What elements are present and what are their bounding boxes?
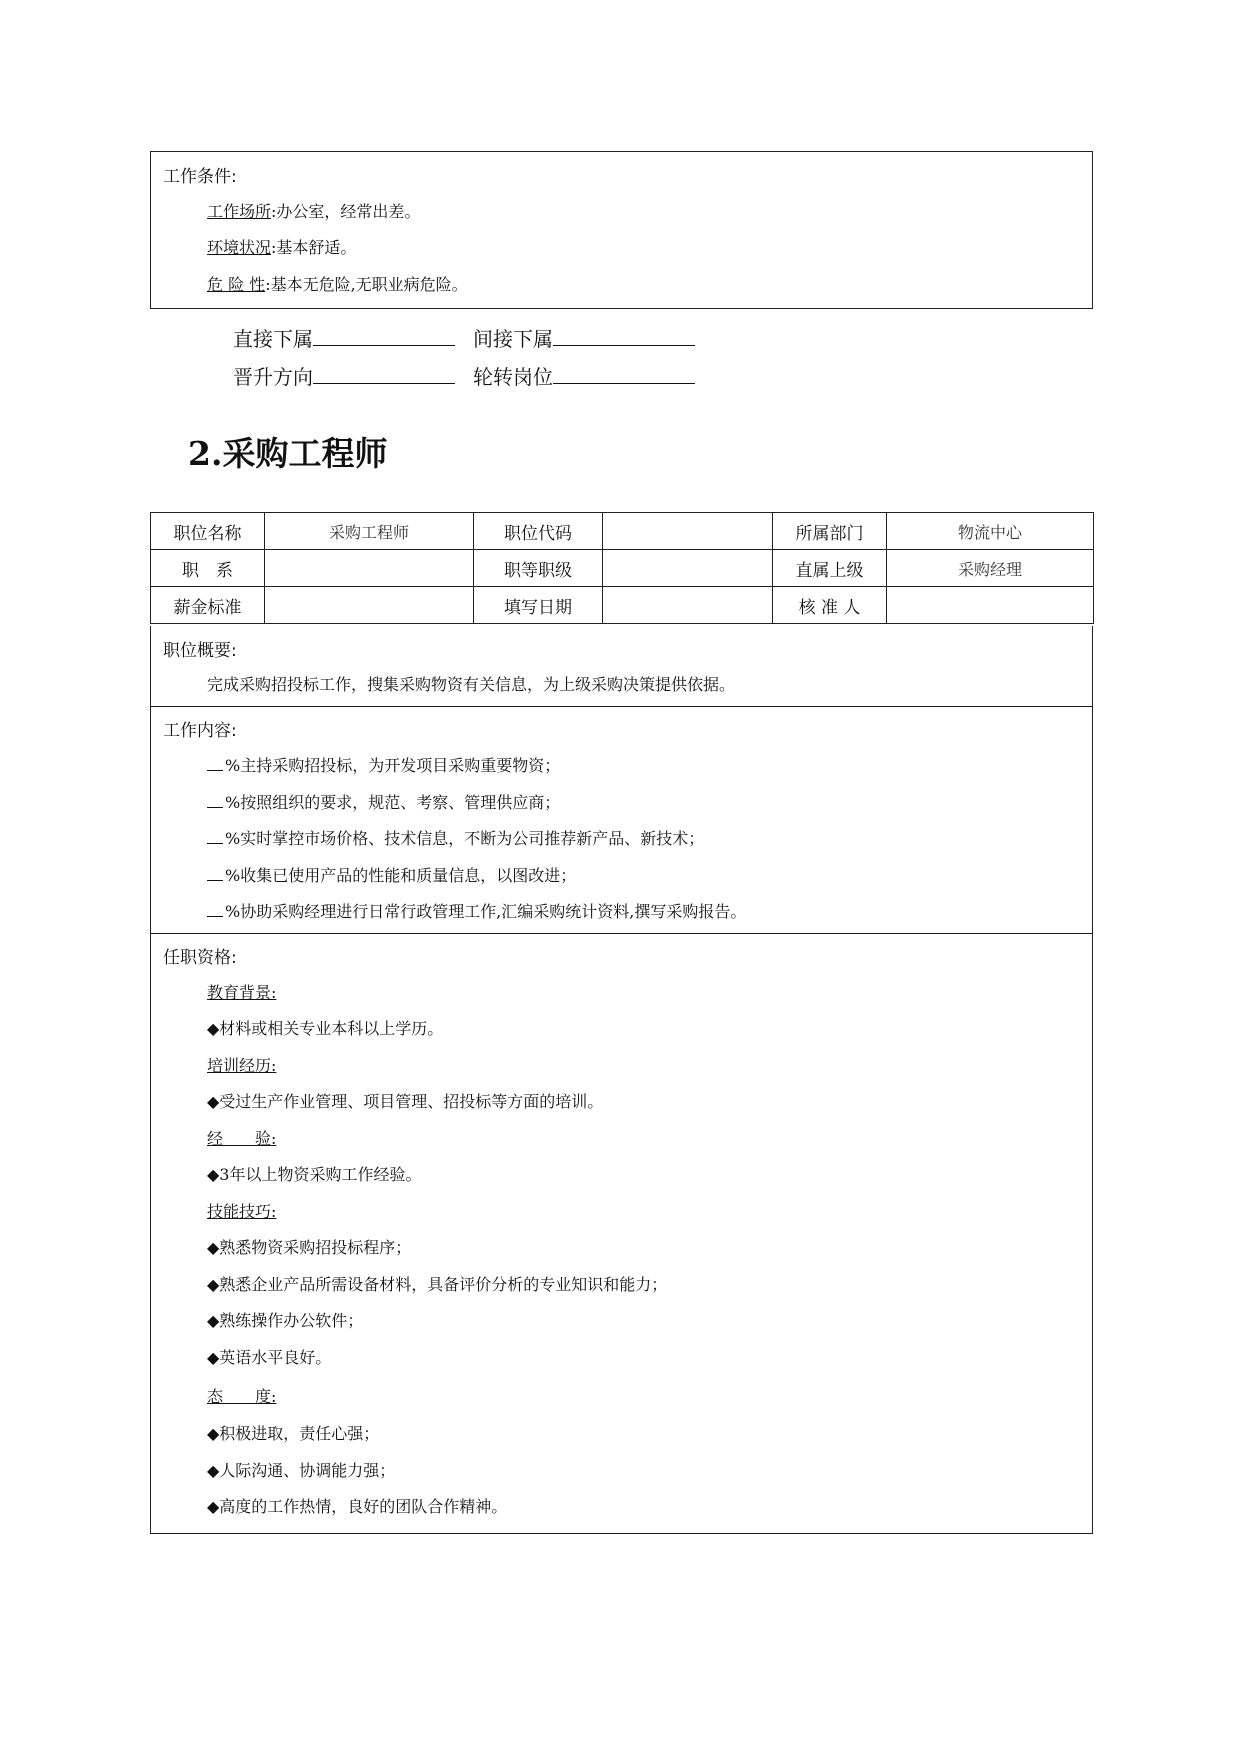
experience-label: 经 验: bbox=[207, 1129, 277, 1148]
department-value: 物流中心 bbox=[887, 513, 1094, 550]
environment-value: :基本舒适。 bbox=[271, 238, 357, 257]
approver-label: 核 准 人 bbox=[773, 587, 887, 624]
direct-subordinate-label: 直接下属 bbox=[233, 327, 313, 351]
work-location-line bbox=[207, 199, 420, 222]
rotation-blank bbox=[553, 363, 695, 384]
table-row bbox=[151, 550, 1094, 587]
work-content-item: %实时掌控市场价格、技术信息，不断为公司推荐新产品、新技术； bbox=[225, 829, 705, 848]
overview-title: 职位概要: bbox=[163, 641, 237, 661]
attitude-item: ◆高度的工作热情，良好的团队合作精神。 bbox=[207, 1497, 508, 1516]
details-box bbox=[150, 626, 1093, 1534]
attitude-item: ◆积极进取，责任心强； bbox=[207, 1424, 380, 1443]
environment-label: 环境状况 bbox=[207, 238, 272, 257]
work-location-value: :办公室，经常出差。 bbox=[271, 202, 421, 221]
position-info-table bbox=[150, 512, 1094, 624]
education-item: ◆材料或相关专业本科以上学历。 bbox=[207, 1019, 444, 1038]
grade-label: 职等职级 bbox=[474, 550, 603, 587]
list-item bbox=[207, 899, 746, 922]
promotion-blank bbox=[313, 363, 455, 384]
skill-item: ◆熟悉企业产品所需设备材料，具备评价分析的专业知识和能力； bbox=[207, 1275, 668, 1294]
grade-value bbox=[603, 550, 773, 587]
table-row bbox=[151, 513, 1094, 550]
work-conditions-box bbox=[150, 151, 1093, 309]
indirect-subordinate-blank bbox=[553, 325, 695, 346]
environment-line bbox=[207, 235, 356, 258]
experience-item: ◆3年以上物资采购工作经验。 bbox=[207, 1165, 422, 1184]
percent-blank bbox=[207, 758, 223, 771]
salary-value bbox=[265, 587, 474, 624]
fill-date-value bbox=[603, 587, 773, 624]
divider bbox=[151, 933, 1092, 934]
training-item: ◆受过生产作业管理、项目管理、招投标等方面的培训。 bbox=[207, 1092, 604, 1111]
hazard-value: :基本无危险,无职业病危险。 bbox=[265, 275, 468, 294]
work-content-item: %协助采购经理进行日常行政管理工作,汇编采购统计资料,撰写采购报告。 bbox=[225, 902, 747, 921]
position-name-value: 采购工程师 bbox=[265, 513, 474, 550]
divider bbox=[151, 706, 1092, 707]
promotion-label: 晋升方向 bbox=[233, 365, 313, 389]
list-item bbox=[207, 826, 704, 849]
hazard-line bbox=[207, 272, 468, 295]
list-item bbox=[207, 753, 560, 776]
indirect-subordinate-label: 间接下属 bbox=[473, 327, 553, 351]
percent-blank bbox=[207, 904, 223, 917]
position-code-value bbox=[603, 513, 773, 550]
job-family-value bbox=[265, 550, 474, 587]
attitude-item: ◆人际沟通、协调能力强； bbox=[207, 1461, 396, 1480]
approver-value bbox=[887, 587, 1094, 624]
supervisor-value: 采购经理 bbox=[887, 550, 1094, 587]
percent-blank bbox=[207, 868, 223, 881]
attitude-label: 态 度: bbox=[207, 1387, 277, 1406]
hazard-label: 危 险 性 bbox=[207, 275, 266, 294]
skill-item: ◆熟练操作办公软件； bbox=[207, 1311, 364, 1330]
qualifications-title: 任职资格: bbox=[163, 948, 237, 968]
work-content-item: %主持采购招投标，为开发项目采购重要物资； bbox=[225, 756, 561, 775]
education-label: 教育背景: bbox=[207, 983, 277, 1002]
subordinates-row-2 bbox=[233, 361, 713, 390]
job-family-label: 职 系 bbox=[151, 550, 265, 587]
rotation-label: 轮转岗位 bbox=[473, 365, 553, 389]
direct-subordinate-blank bbox=[313, 325, 455, 346]
fill-date-label: 填写日期 bbox=[474, 587, 603, 624]
overview-text: 完成采购招投标工作，搜集采购物资有关信息，为上级采购决策提供依据。 bbox=[207, 675, 736, 694]
position-name-label: 职位名称 bbox=[151, 513, 265, 550]
training-label: 培训经历: bbox=[207, 1056, 277, 1075]
work-content-item: %收集已使用产品的性能和质量信息，以图改进； bbox=[225, 866, 577, 885]
work-conditions-title: 工作条件: bbox=[163, 167, 237, 187]
table-row bbox=[151, 587, 1094, 624]
skill-item: ◆英语水平良好。 bbox=[207, 1348, 332, 1367]
position-code-label: 职位代码 bbox=[474, 513, 603, 550]
subordinates-row-1 bbox=[233, 323, 713, 352]
supervisor-label: 直属上级 bbox=[773, 550, 887, 587]
percent-blank bbox=[207, 795, 223, 808]
salary-label: 薪金标准 bbox=[151, 587, 265, 624]
percent-blank bbox=[207, 831, 223, 844]
skills-label: 技能技巧: bbox=[207, 1202, 277, 1221]
work-content-item: %按照组织的要求，规范、考察、管理供应商； bbox=[225, 793, 561, 812]
list-item bbox=[207, 790, 560, 813]
work-location-label: 工作场所 bbox=[207, 202, 272, 221]
department-label: 所属部门 bbox=[773, 513, 887, 550]
skill-item: ◆熟悉物资采购招投标程序； bbox=[207, 1238, 412, 1257]
section-heading: 2.采购工程师 bbox=[188, 434, 388, 473]
list-item bbox=[207, 863, 576, 886]
work-content-title: 工作内容: bbox=[163, 721, 237, 741]
